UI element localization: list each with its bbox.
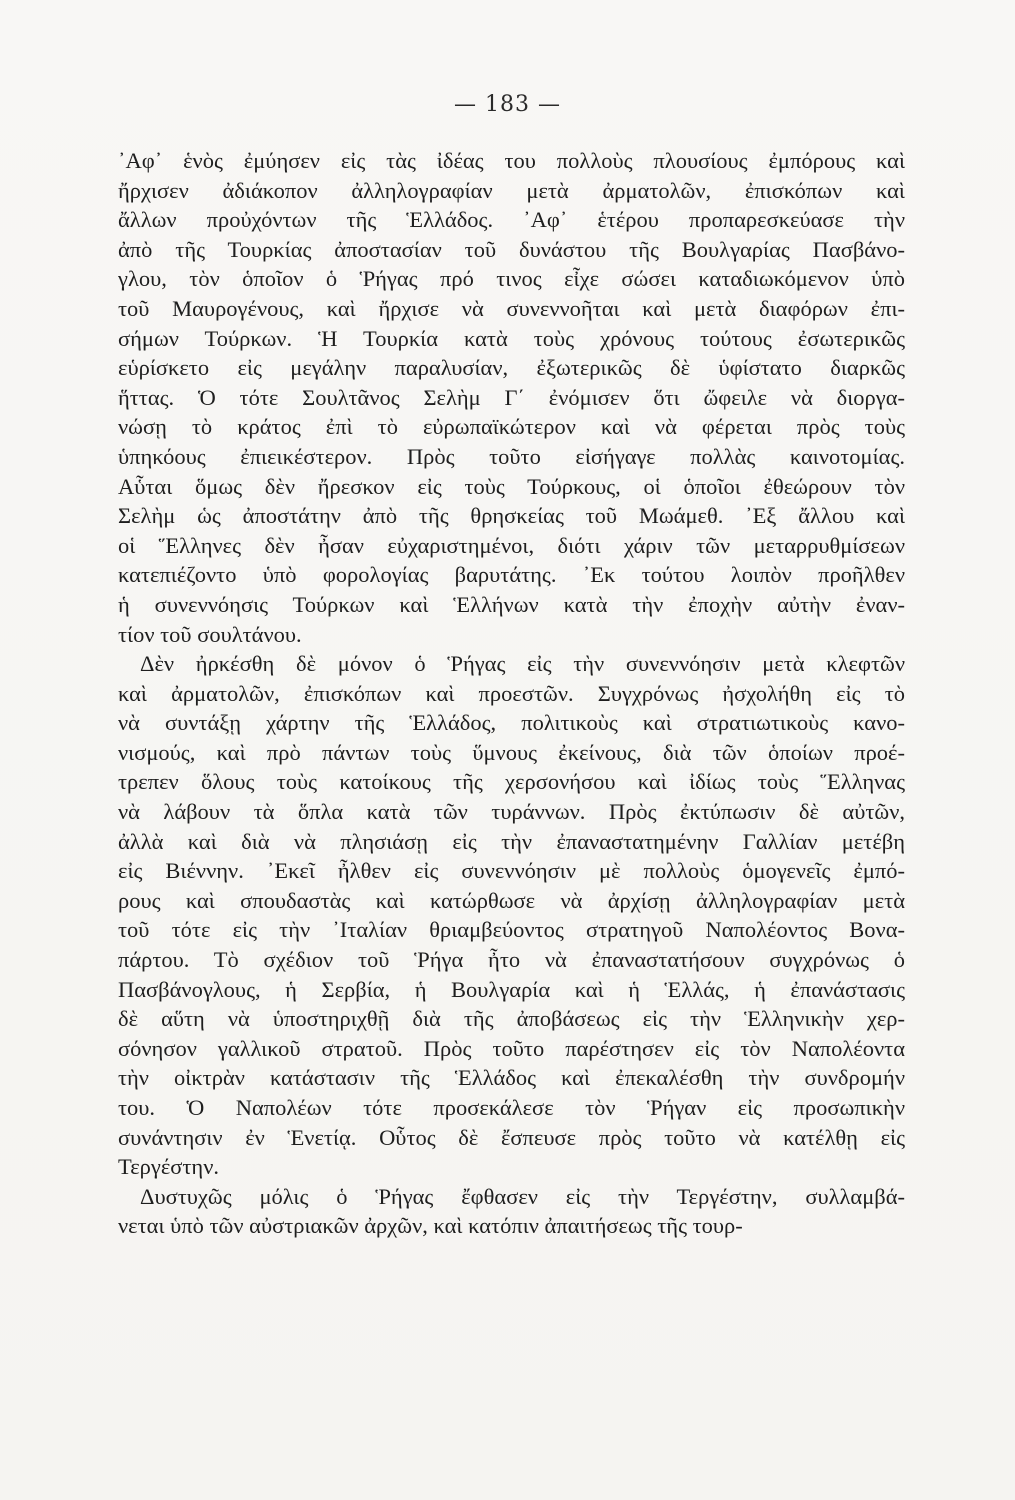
paragraph <box>118 146 905 649</box>
text-line: τὴν οἰκτρὰν κατάστασιν τῆς Ἑλλάδος καὶ ἐπεκαλέσθη τὴν συνδρομήν <box>118 1065 905 1091</box>
text-line: νισμούς, καὶ πρὸ πάντων τοὺς ὕμνους ἐκείνους, διὰ τῶν ὁποίων προέ- <box>118 739 905 765</box>
text-line: ἥττας. Ὁ τότε Σουλτᾶνος Σελὴμ Γ΄ ἐνόμισεν ὅτι ὤφειλε νὰ διοργα- <box>118 384 905 410</box>
text-line: τοῦ τότε εἰς τὴν ᾿Ιταλίαν θριαμβεύοντος στρατηγοῦ Ναπολέοντος Βονα- <box>118 917 905 943</box>
text-line: ἤρχισεν ἀδιάκοπον ἀλληλογραφίαν μετὰ ἀρματολῶν, ἐπισκόπων καὶ <box>118 177 905 203</box>
text-line: σήμων Τούρκων. Ἡ Τουρκία κατὰ τοὺς χρόνους τούτους ἐσωτερικῶς <box>118 325 905 351</box>
paragraph <box>118 649 905 1182</box>
text-line: ἀπὸ τῆς Τουρκίας ἀποστασίαν τοῦ δυνάστου τῆς Βουλγαρίας Πασβάνο- <box>118 236 905 262</box>
text-line: τίον τοῦ σουλτάνου. <box>118 621 302 647</box>
text-line: νεται ὑπὸ τῶν αὐστριακῶν ἀρχῶν, καὶ κατόπιν ἀπαιτήσεως τῆς τουρ- <box>118 1213 743 1239</box>
text-line: εὑρίσκετο εἰς μεγάλην παραλυσίαν, ἐξωτερικῶς δὲ ὑφίστατο διαρκῶς <box>118 355 905 381</box>
text-line: δὲ αὕτη νὰ ὑποστηριχθῇ διὰ τῆς ἀποβάσεως εἰς τὴν Ἑλληνικὴν χερ- <box>118 1006 905 1032</box>
text-line: Δυστυχῶς μόλις ὁ Ῥήγας ἔφθασεν εἰς τὴν Τεργέστην, συλλαμβά- <box>140 1183 905 1209</box>
body-text <box>118 146 905 1241</box>
text-line: Σελὴμ ὡς ἀποστάτην ἀπὸ τῆς θρησκείας τοῦ Μωάμεθ. ᾿Εξ ἄλλου καὶ <box>118 503 905 529</box>
text-line: τρεπεν ὅλους τοὺς κατοίκους τῆς χερσονήσου καὶ ἰδίως τοὺς Ἕλληνας <box>118 769 905 795</box>
page-number: — 183 — <box>454 92 561 117</box>
text-line: νὰ συντάξῃ χάρτην τῆς Ἑλλάδος, πολιτικοὺς καὶ στρατιωτικοὺς κανο- <box>118 710 905 736</box>
text-line: κατεπιέζοντο ὑπὸ φορολογίας βαρυτάτης. ᾿Εκ τούτου λοιπὸν προῆλθεν <box>118 562 905 588</box>
text-line: Πασβάνογλους, ἡ Σερβία, ἡ Βουλγαρία καὶ ἡ Ἑλλάς, ἡ ἐπανάστασις <box>118 976 905 1002</box>
text-line: ἡ συνεννόησις Τούρκων καὶ Ἑλλήνων κατὰ τὴν ἐποχὴν αὐτὴν ἐναν- <box>118 591 905 617</box>
text-line: γλου, τὸν ὁποῖον ὁ Ῥήγας πρό τινος εἶχε σώσει καταδιωκόμενον ὑπὸ <box>118 266 905 292</box>
text-line: του. Ὁ Ναπολέων τότε προσεκάλεσε τὸν Ῥήγαν εἰς προσωπικὴν <box>118 1095 905 1120</box>
text-line: πάρτου. Τὸ σχέδιον τοῦ Ῥήγα ἦτο νὰ ἐπαναστατήσουν συγχρόνως ὁ <box>118 947 905 973</box>
text-line: συνάντησιν ἐν Ἑνετίᾳ. Οὗτος δὲ ἔσπευσε πρὸς τοῦτο νὰ κατέλθῃ εἰς <box>118 1124 905 1150</box>
text-line: Αὗται ὅμως δὲν ἤρεσκον εἰς τοὺς Τούρκους, οἱ ὁποῖοι ἐθεώρουν τὸν <box>118 473 905 499</box>
text-line: εἰς Βιέννην. ᾿Εκεῖ ἦλθεν εἰς συνεννόησιν μὲ πολλοὺς ὁμογενεῖς ἐμπό- <box>118 858 905 884</box>
text-line: ἀλλὰ καὶ διὰ νὰ πλησιάσῃ εἰς τὴν ἐπαναστατημένην Γαλλίαν μετέβη <box>118 828 905 854</box>
text-line: Τεργέστην. <box>118 1154 219 1180</box>
text-line: νὰ λάβουν τὰ ὅπλα κατὰ τῶν τυράννων. Πρὸς ἐκτύπωσιν δὲ αὐτῶν, <box>118 799 905 825</box>
text-line: τοῦ Μαυρογένους, καὶ ἤρχισε νὰ συνεννοῆται καὶ μετὰ διαφόρων ἐπι- <box>118 295 905 321</box>
text-line: οἱ Ἕλληνες δὲν ἦσαν εὐχαριστημένοι, διότι χάριν τῶν μεταρρυθμίσεων <box>118 532 905 558</box>
text-line: ὑπηκόους ἐπιεικέστερον. Πρὸς τοῦτο εἰσήγαγε πολλὰς καινοτομίας. <box>118 443 905 469</box>
text-line: ἄλλων προὐχόντων τῆς Ἑλλάδος. ᾿Αφ᾿ ἑτέρου προπαρεσκεύασε τὴν <box>118 207 905 233</box>
text-line: ᾿Αφ᾿ ἑνὸς ἐμύησεν εἰς τὰς ἰδέας του πολλοὺς πλουσίους ἐμπόρους καὶ <box>118 148 905 173</box>
text-line: ρους καὶ σπουδαστὰς καὶ κατώρθωσε νὰ ἀρχίσῃ ἀλληλογραφίαν μετὰ <box>118 887 905 913</box>
paragraph <box>118 1182 905 1241</box>
text-line: νώσῃ τὸ κράτος ἐπὶ τὸ εὐρωπαϊκώτερον καὶ νὰ φέρεται πρὸς τοὺς <box>118 414 905 440</box>
text-line: σόνησον γαλλικοῦ στρατοῦ. Πρὸς τοῦτο παρέστησεν εἰς τὸν Ναπολέοντα <box>118 1035 905 1061</box>
text-line: Δὲν ἠρκέσθη δὲ μόνον ὁ Ῥήγας εἰς τὴν συνεννόησιν μετὰ κλεφτῶν <box>140 651 905 677</box>
text-line: καὶ ἀρματολῶν, ἐπισκόπων καὶ προεστῶν. Συγχρόνως ἠσχολήθη εἰς τὸ <box>118 680 905 706</box>
